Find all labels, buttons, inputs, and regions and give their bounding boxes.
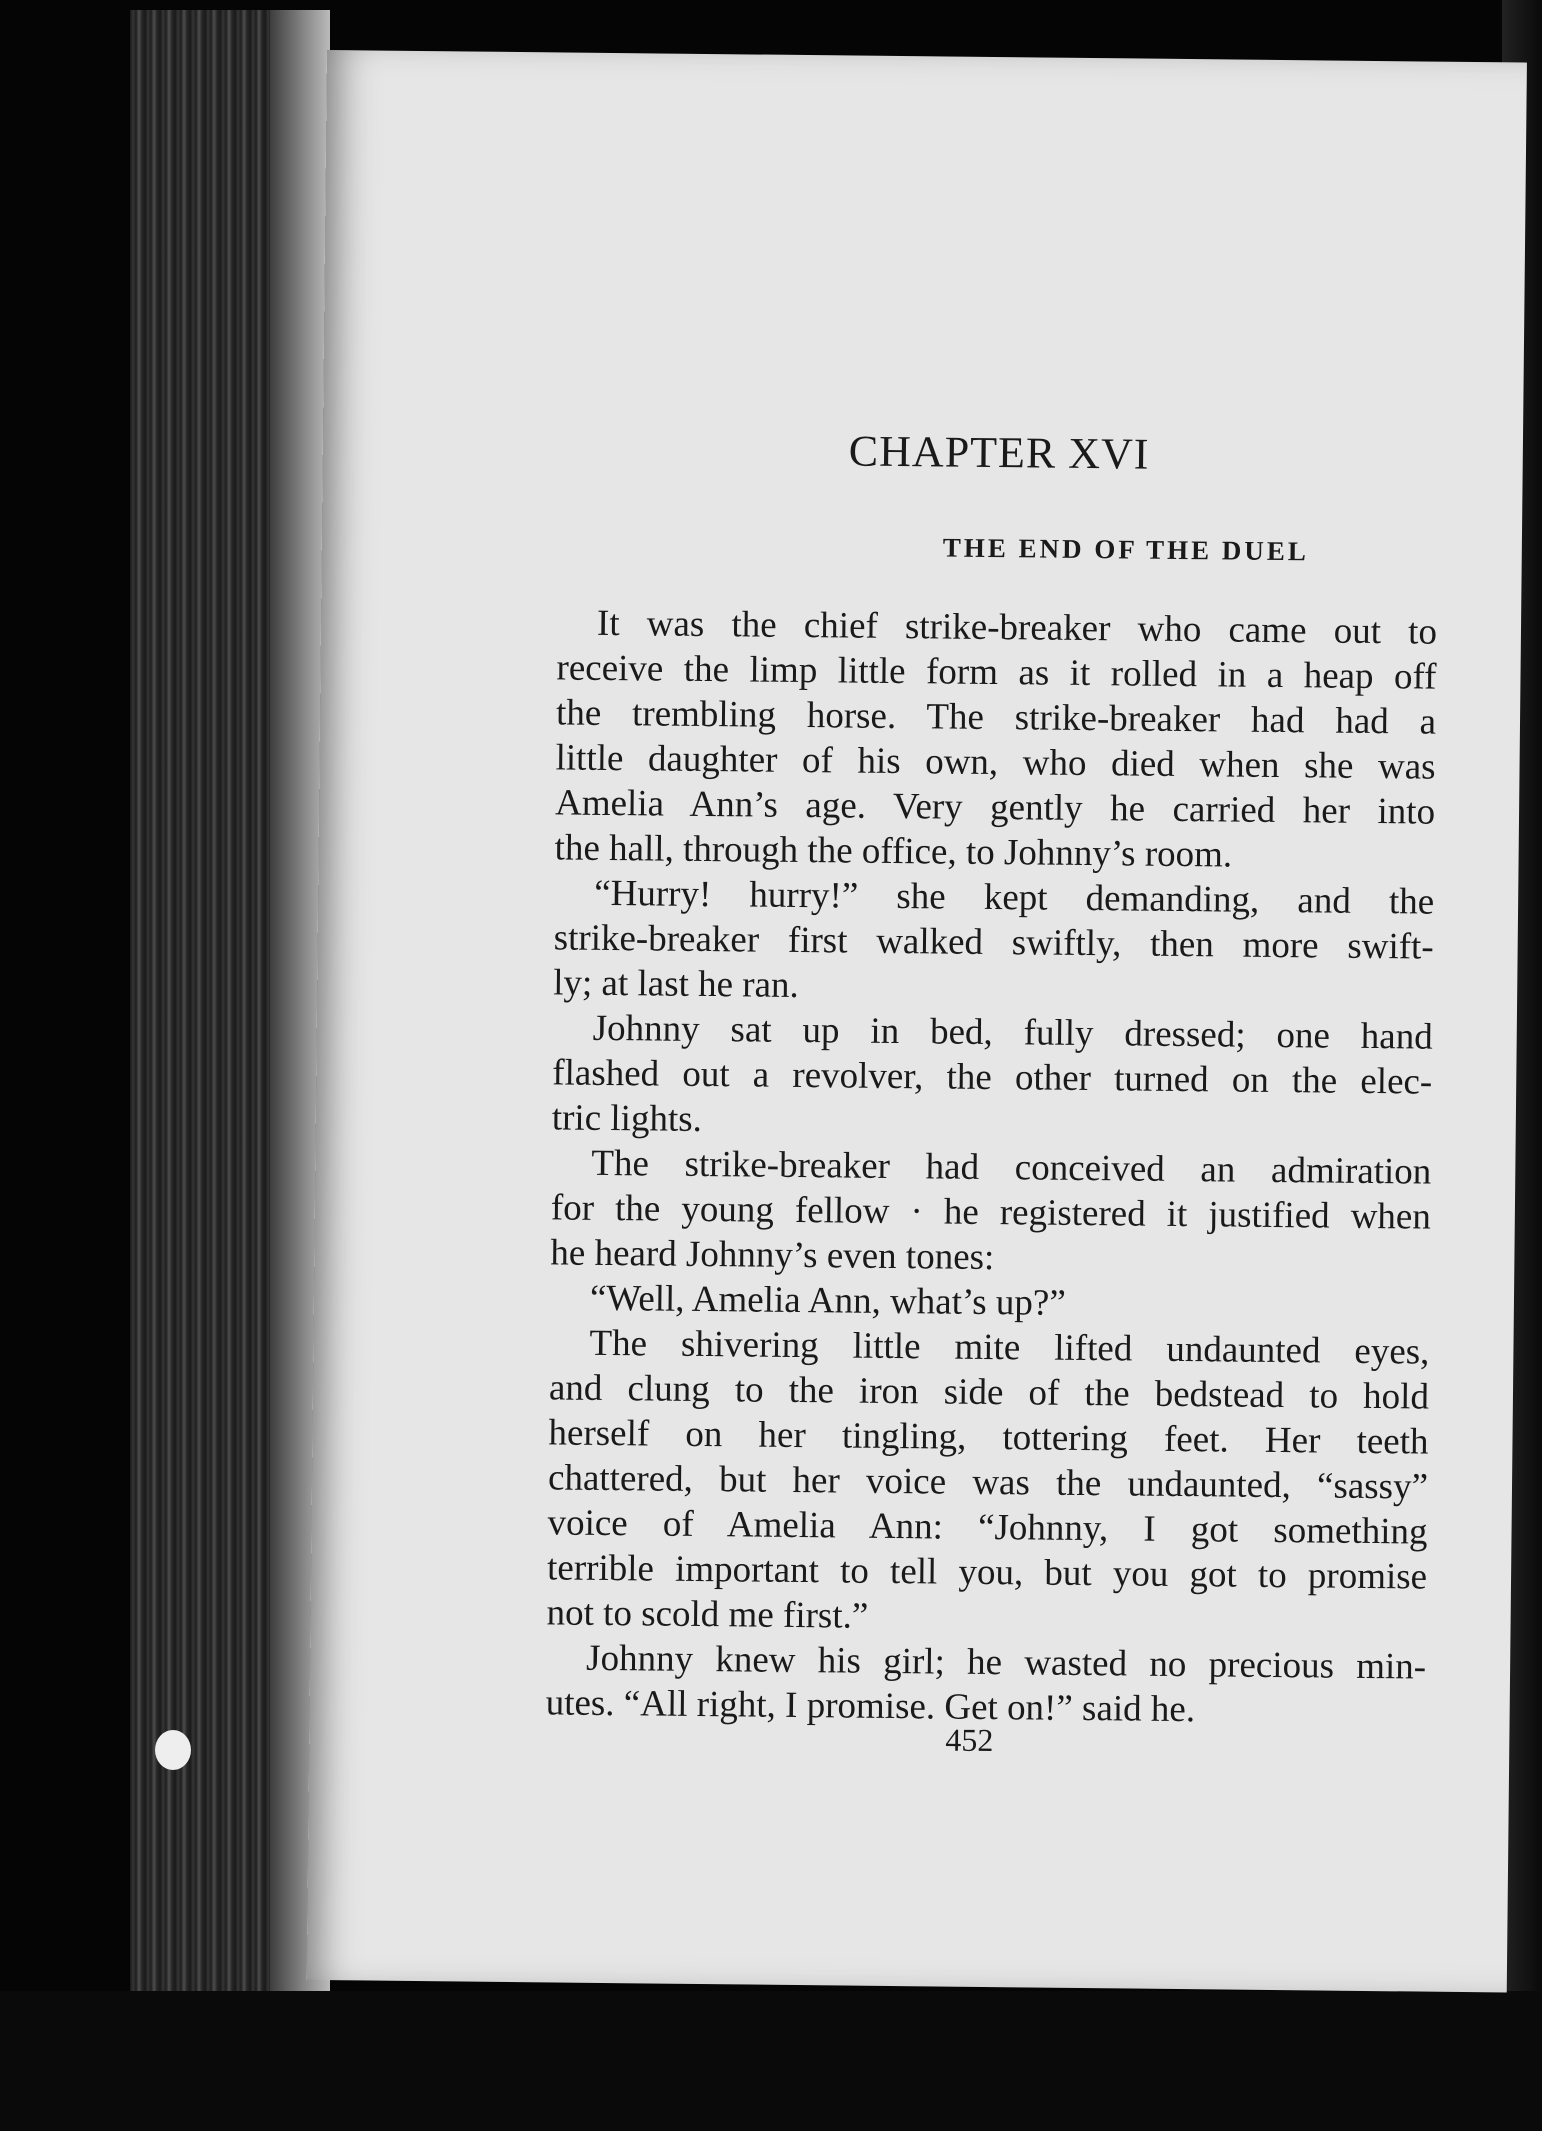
chapter-title: CHAPTER XVI [848, 426, 1150, 479]
text-line: “Well, Amelia Ann, what’s up?” [589, 1277, 1066, 1324]
text-line: It was the chief strike-breaker who came out to [596, 602, 1438, 653]
paper-speck [155, 1730, 191, 1770]
text-line: flashed out a revolver, the other turned on the elec- [552, 1052, 1433, 1103]
text-line: little daughter of his own, who died when she was [555, 737, 1436, 788]
text-line: voice of Amelia Ann: “Johnny, I got something [547, 1502, 1428, 1553]
text-line: ly; at last he ran. [553, 962, 800, 1006]
text-line: the hall, through the office, to Johnny’s room. [554, 827, 1233, 876]
text-line: Johnny knew his girl; he wasted no precious min- [585, 1637, 1427, 1688]
text-line: Amelia Ann’s age. Very gently he carried her into [554, 782, 1436, 833]
text-line: chattered, but her voice was the undaunted, “sassy” [547, 1457, 1429, 1508]
page-number: 452 [945, 1721, 994, 1759]
text-line: The shivering little mite lifted undaunted eyes, [589, 1322, 1430, 1373]
text-line: “Hurry! hurry!” she kept demanding, and the [593, 872, 1435, 923]
text-line: and clung to the iron side of the bedstead to hold [548, 1367, 1430, 1418]
text-line: not to scold me first.” [546, 1592, 869, 1637]
bottom-background [0, 1991, 1542, 2131]
text-line: terrible important to tell you, but you got to promise [546, 1547, 1428, 1598]
text-line: The strike-breaker had conceived an admiration [591, 1142, 1432, 1193]
text-line: the trembling horse. The strike-breaker had had a [555, 692, 1437, 743]
text-line: receive the limp little form as it rolled in a heap off [556, 647, 1437, 698]
body-text [545, 600, 1437, 1734]
text-line: strike-breaker first walked swiftly, then more swift- [553, 917, 1434, 968]
book-page-edges [130, 10, 330, 2010]
text-line: he heard Johnny’s even tones: [550, 1232, 995, 1279]
text-line: Johnny sat up in bed, fully dressed; one hand [592, 1007, 1433, 1058]
page-content [545, 52, 1443, 1759]
text-line: tric lights. [551, 1097, 703, 1140]
chapter-subtitle: THE END OF THE DUEL [942, 532, 1310, 567]
text-line: herself on her tingling, tottering feet. Her teeth [548, 1412, 1429, 1463]
text-line: for the young fellow · he registered it justified when [550, 1187, 1432, 1238]
text-line: utes. “All right, I promise. Get on!” said he. [545, 1682, 1196, 1731]
page-sheet [307, 50, 1527, 1992]
